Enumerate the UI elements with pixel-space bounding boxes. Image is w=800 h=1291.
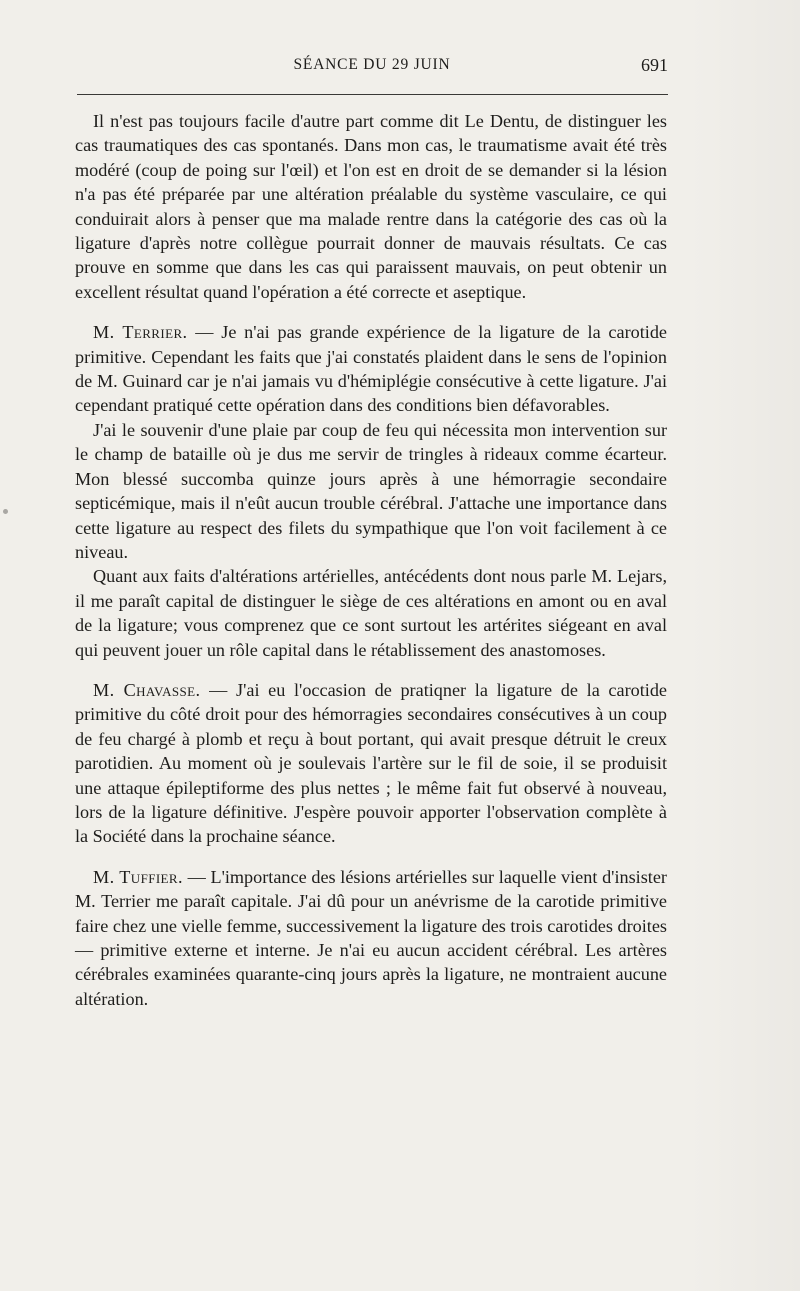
- paragraph-terrier-battlefield: J'ai le souvenir d'une plaie par coup de feu qui nécessita mon intervention sur le champ de bataille où je dus me servir de tringles à rideaux comme écarteur. Mon blessé succomba quinze jours après à une hémorragie secondaire septicémique, mais il n'eût aucun trouble cérébral. J'attache une importance dans cette ligature au respect des filets du sympathique que l'on voit facilement à ce niveau.: [75, 419, 667, 562]
- chavasse-remark: — J'ai eu l'occasion de pratiqner la ligature de la carotide primitive du côté droit pour des hémorragies secondaires consécutives à un coup de feu chargé à plomb et reçu à bout portant, qui avait presque détruit le creux parotidien. Au moment où je soulevais l'artère sur le fil de soie, il se produisit une attaque épileptiforme des plus nettes ; le même fait fut observé à nouveau, lors de la ligature définitive. J'espère pouvoir apporter l'observation complète à la Société dans la prochaine séance.: [75, 679, 667, 847]
- paragraph-tuffier: [75, 865, 667, 1011]
- paragraph-terrier-intro: [75, 320, 667, 418]
- speaker-tuffier: M. Tuffier.: [93, 866, 183, 887]
- page-number: 691: [641, 55, 668, 75]
- speaker-chavasse: M. Chavasse.: [93, 679, 201, 700]
- tuffier-remark: — L'importance des lésions artérielles sur laquelle vient d'insister M. Terrier me paraît capitale. J'ai dû pour un anévrisme de la carotide primitive faire chez une vielle femme, successivement la ligature des trois carotides droites — primitive externe et interne. Je n'ai eu aucun accident cérébral. Les artères cérébrales examinées quarante-cinq jours après la ligature, ne montraient aucune altération.: [75, 866, 667, 1009]
- body-text: [75, 109, 667, 1011]
- paragraph-guinard-case: Il n'est pas toujours facile d'autre part comme dit Le Dentu, de distinguer les cas traumatiques des cas spontanés. Dans mon cas, le traumatisme avait été très modéré (coup de poing sur l'œil) et l'on est en droit de se demander si la lésion n'a pas été préparée par une altération préalable du système vasculaire, ce qui conduirait alors à penser que ma malade rentre dans la catégorie des cas où la ligature d'après notre collègue pourrait donner de mauvais résultats. Ce cas prouve en somme que dans les cas qui paraissent mauvais, on peut obtenir un excellent résultat quand l'opération a été correcte et aseptique.: [75, 111, 667, 302]
- margin-speck: [3, 509, 8, 514]
- header-rule: [77, 94, 668, 95]
- paragraph-terrier-alterations: Quant aux faits d'altérations artérielles, antécédents dont nous parle M. Lejars, il me paraît capital de distinguer le siège de ces altérations en amont ou en aval de la ligature; vous comprenez que ce sont surtout les artérites siégeant en aval qui peuvent jouer un rôle capital dans le rétablissement des anastomoses.: [75, 566, 667, 660]
- running-head: SÉANCE DU 29 JUIN: [293, 56, 451, 73]
- paragraph-chavasse: [75, 678, 667, 849]
- page-edge-shading: [690, 0, 800, 1291]
- speaker-terrier: M. Terrier.: [93, 322, 188, 343]
- page-header: [76, 56, 668, 82]
- terrier-remark: — Je n'ai pas grande expérience de la ligature de la carotide primitive. Cependant les faits que j'ai constatés plaident dans le sens de l'opinion de M. Guinard car je n'ai jamais vu d'hémiplégie consécutive à cette ligature. J'ai cependant pratiqué cette opération dans des conditions bien défavorables.: [75, 322, 668, 416]
